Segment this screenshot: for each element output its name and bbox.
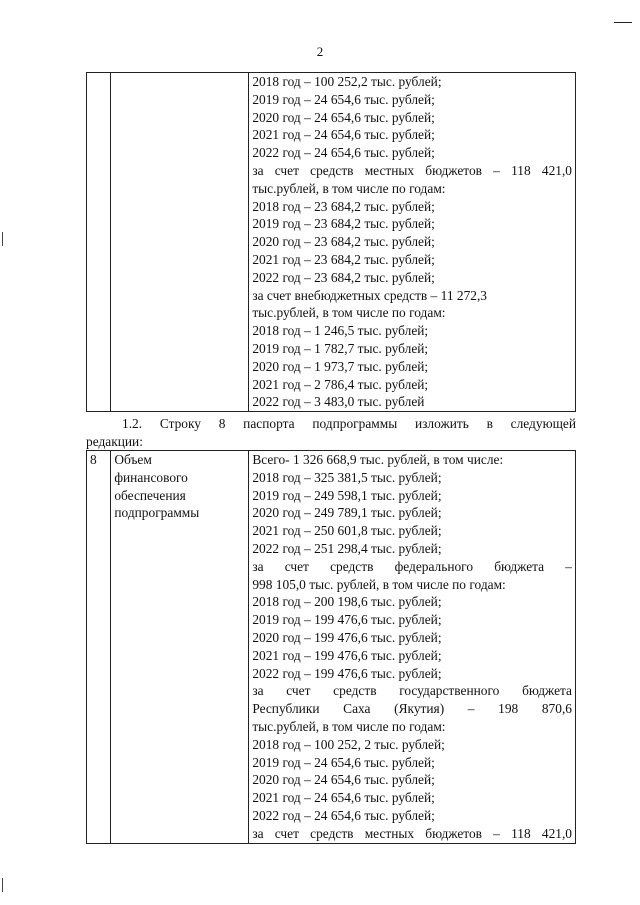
financing-table xyxy=(86,450,576,844)
table-cell-content xyxy=(249,73,576,412)
text-line: 2019 год – 23 684,2 тыс. рублей; xyxy=(252,216,435,232)
text-line: 2018 год – 100 252,2 тыс. рублей; xyxy=(252,74,442,89)
label-line: Объем xyxy=(114,452,152,467)
label-line: подпрограммы xyxy=(114,505,200,521)
text-line: 2019 год – 24 654,6 тыс. рублей; xyxy=(252,91,435,107)
label-line: обеспечения xyxy=(114,487,186,503)
scan-corner-mark xyxy=(614,22,632,23)
text-line: тыс.рублей, в том числе по годам: xyxy=(252,305,446,321)
scan-edge-mark xyxy=(2,232,3,246)
text-line: за счет средств местных бюджетов – 118 421,0 xyxy=(252,825,572,841)
text-line: 2022 год – 24 654,6 тыс. рублей; xyxy=(252,807,435,823)
text-line: 2022 год – 23 684,2 тыс. рублей; xyxy=(252,269,435,285)
text-line: 2021 год – 2 786,4 тыс. рублей; xyxy=(252,376,429,392)
text-line: 2018 год – 325 381,5 тыс. рублей; xyxy=(252,469,442,485)
text-line: 2018 год – 23 684,2 тыс. рублей; xyxy=(252,198,435,214)
paragraph-line: 1.2. Строку 8 паспорта подпрограммы изложить в следующей xyxy=(122,416,576,431)
text-line: за счет средств федерального бюджета – xyxy=(252,558,572,574)
table-row xyxy=(87,73,576,412)
table-row xyxy=(87,451,576,844)
text-line: за счет средств государственного бюджета xyxy=(252,683,572,699)
financing-table-continuation xyxy=(86,72,576,412)
text-line: за счет средств местных бюджетов – 118 421,0 xyxy=(252,162,572,178)
text-line: 2019 год – 24 654,6 тыс. рублей; xyxy=(252,754,435,770)
table-cell-content xyxy=(249,451,576,844)
text-line: 2020 год – 24 654,6 тыс. рублей; xyxy=(252,109,435,125)
text-line: 2021 год – 250 601,8 тыс. рублей; xyxy=(252,523,442,539)
text-line: 2018 год – 1 246,5 тыс. рублей; xyxy=(252,323,429,339)
scan-edge-mark xyxy=(2,878,3,892)
text-line: 2022 год – 24 654,6 тыс. рублей; xyxy=(252,145,435,161)
text-line: 2019 год – 1 782,7 тыс. рублей; xyxy=(252,340,429,356)
text-line: 2021 год – 23 684,2 тыс. рублей; xyxy=(252,251,435,267)
amendment-paragraph xyxy=(86,415,576,451)
table-cell-number xyxy=(87,73,111,412)
text-line: 2018 год – 200 198,6 тыс. рублей; xyxy=(252,594,442,610)
paragraph-line: редакции: xyxy=(86,433,143,449)
text-line: 2019 год – 199 476,6 тыс. рублей; xyxy=(252,612,442,628)
text-line: 2019 год – 249 598,1 тыс. рублей; xyxy=(252,487,442,503)
text-line: тыс.рублей, в том числе по годам: xyxy=(252,718,446,734)
text-line: 2020 год – 1 973,7 тыс. рублей; xyxy=(252,358,429,374)
text-line: 2020 год – 249 789,1 тыс. рублей; xyxy=(252,505,442,521)
text-line: 998 105,0 тыс. рублей, в том числе по годам: xyxy=(252,576,506,592)
text-line: 2022 год – 3 483,0 тыс. рублей xyxy=(252,394,425,410)
text-line: Всего- 1 326 668,9 тыс. рублей, в том числе: xyxy=(252,452,504,467)
page-number: 2 xyxy=(316,44,324,59)
text-line: 2022 год – 199 476,6 тыс. рублей; xyxy=(252,665,442,681)
text-line: Республики Саха (Якутия) – 198 870,6 xyxy=(252,701,572,717)
text-line: 2020 год – 24 654,6 тыс. рублей; xyxy=(252,772,435,788)
text-line: 2020 год – 23 684,2 тыс. рублей; xyxy=(252,234,435,250)
text-line: 2021 год – 24 654,6 тыс. рублей; xyxy=(252,790,435,806)
text-line: 2021 год – 24 654,6 тыс. рублей; xyxy=(252,127,435,143)
table-cell-label xyxy=(111,73,249,412)
text-line: за счет внебюджетных средств – 11 272,3 xyxy=(252,287,488,303)
text-line: 2022 год – 251 298,4 тыс. рублей; xyxy=(252,540,442,556)
text-line: 2018 год – 100 252, 2 тыс. рублей; xyxy=(252,736,445,752)
label-line: финансового xyxy=(114,469,188,485)
text-line: 2021 год – 199 476,6 тыс. рублей; xyxy=(252,647,442,663)
text-line: тыс.рублей, в том числе по годам: xyxy=(252,180,446,196)
table-cell-label xyxy=(111,451,249,844)
table-cell-number: 8 xyxy=(87,451,111,844)
text-line: 2020 год – 199 476,6 тыс. рублей; xyxy=(252,629,442,645)
